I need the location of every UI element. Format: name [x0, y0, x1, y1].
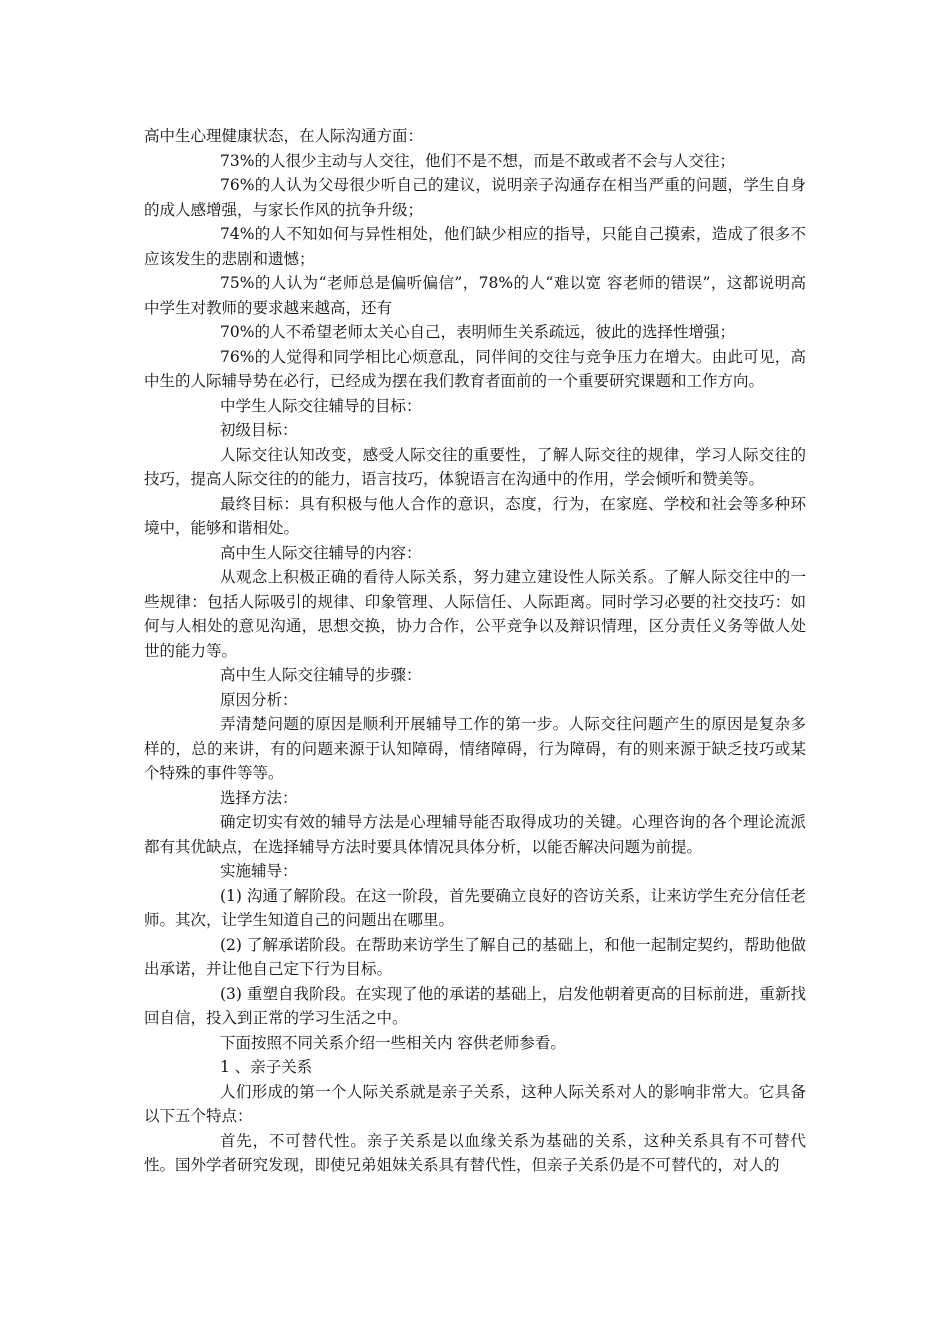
section-heading: 1 、亲子关系 [220, 1058, 313, 1076]
paragraph: 人际交往认知改变，感受人际交往的重要性，了解人际交往的规律，学习人际交往的技巧，提高人际交往的的能力，语言技巧，体貌语言在沟通中的作用，学会倾听和赞美等。 [144, 445, 806, 488]
section-heading: 高中生人际交往辅导的步骤： [220, 666, 422, 684]
paragraph: 75%的人认为“老师总是偏听偏信”，78%的人“难以宽 容老师的错误”，这都说明高中学生对教师的要求越来越高，还有 [144, 274, 806, 317]
paragraph: (1) 沟通了解阶段。在这一阶段，首先要确立良好的咨访关系，让来访学生充分信任老师。其次，让学生知道自己的问题出在哪里。 [144, 886, 806, 929]
section-heading: 中学生人际交往辅导的目标： [220, 396, 422, 415]
paragraph: 73%的人很少主动与人交往，他们不是不想，而是不敢或者不会与人交往； [220, 151, 735, 170]
section-heading: 初级目标： [220, 421, 298, 439]
paragraph: 确定切实有效的辅导方法是心理辅导能否取得成功的关键。心理咨询的各个理论流派都有其优缺点，在选择辅导方法时要具体情况具体分析，以能否解决问题为前提。 [144, 813, 806, 856]
paragraph: 弄清楚问题的原因是顺利开展辅导工作的第一步。人际交往问题产生的原因是复杂多样的，总的来讲，有的问题来源于认知障碍，情绪障碍，行为障碍，有的则来源于缺乏技巧或某个特殊的事件等等。 [144, 715, 806, 782]
section-heading: 原因分析： [220, 690, 298, 709]
paragraph: (2) 了解承诺阶段。在帮助来访学生了解自己的基础上，和他一起制定契约，帮助他做出承诺，并让他自己定下行为目标。 [144, 935, 806, 978]
section-heading: 高中生人际交往辅导的内容： [220, 543, 422, 562]
paragraph: 首先，不可替代性。亲子关系是以血缘关系为基础的关系，这种关系具有不可替代性。国外学者研究发现，即使兄弟姐妹关系具有替代性，但亲子关系仍是不可替代的，对人的 [144, 1131, 806, 1174]
paragraph: 76%的人觉得和同学相比心烦意乱，同伴间的交往与竞争压力在增大。由此可见，高中生的人际辅导势在必行，已经成为摆在我们教育者面前的一个重要研究课题和工作方向。 [144, 347, 806, 390]
paragraph: 下面按照不同关系介绍一些相关内 容供老师参看。 [220, 1033, 566, 1052]
paragraph: 高中生心理健康状态，在人际沟通方面： [144, 127, 424, 145]
section-heading: 选择方法： [220, 788, 298, 807]
paragraph: 70%的人不希望老师太关心自己，表明师生关系疏远，彼此的选择性增强； [220, 323, 735, 341]
paragraph: 74%的人不知如何与异性相处，他们缺少相应的指导，只能自己摸索，造成了很多不应该发生的悲剧和遗憾； [144, 225, 806, 268]
paragraph: 最终目标：具有积极与他人合作的意识，态度，行为，在家庭、学校和社会等多种环境中，能够和谐相处。 [144, 494, 806, 537]
document-page [144, 124, 806, 1178]
section-heading: 实施辅导： [220, 862, 298, 880]
paragraph: 从观念上积极正确的看待人际关系，努力建立建设性人际关系。了解人际交往中的一些规律：包括人际吸引的规律、印象管理、人际信任、人际距离。同时学习必要的社交技巧：如何与人相处的意见沟通，思想交换，协力合作，公平竞争以及辩识情理，区分责任义务等做人处世的能力等。 [144, 568, 806, 660]
paragraph: 76%的人认为父母很少听自己的建议，说明亲子沟通存在相当严重的问题，学生自身的成人感增强，与家长作风的抗争升级； [144, 176, 806, 219]
paragraph: 人们形成的第一个人际关系就是亲子关系，这种人际关系对人的影响非常大。它具备以下五个特点： [144, 1082, 806, 1125]
paragraph: (3) 重塑自我阶段。在实现了他的承诺的基础上，启发他朝着更高的目标前进，重新找回自信，投入到正常的学习生活之中。 [144, 984, 806, 1027]
